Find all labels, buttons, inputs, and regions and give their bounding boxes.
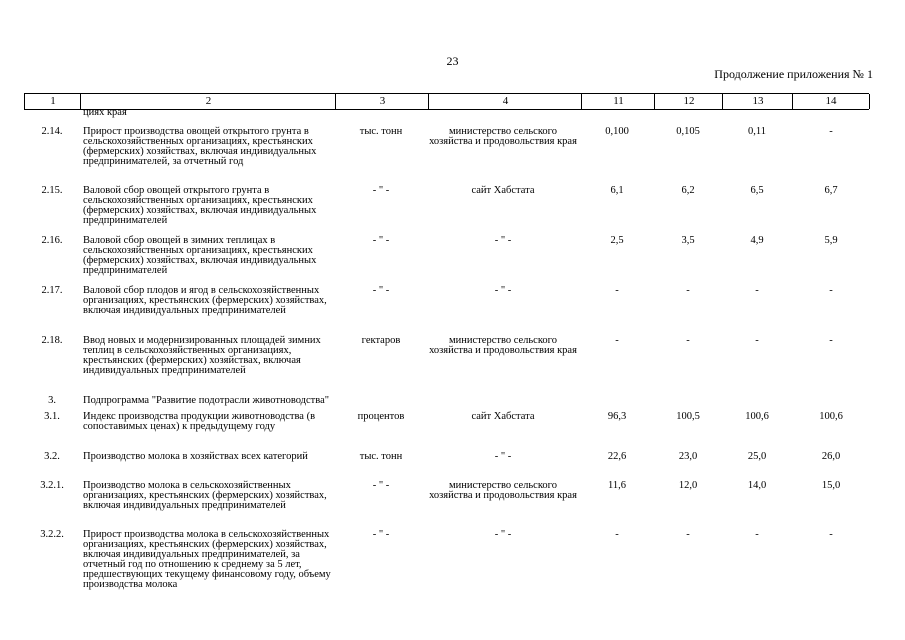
row-name: Прирост производства овощей открытого грунта в сельскохозяйственных организациях, крестьянских (фермерских) хозяйствах, включая индивидуальных предпринимателей, за отчетный год — [83, 126, 317, 167]
row-value-13: 4,9 — [750, 235, 764, 246]
row-unit: - " - — [372, 185, 390, 196]
row-name: Валовой сбор овощей открытого грунта в сельскохозяйственных организациях, крестьянских (фермерских) хозяйствах, включая индивидуальных предпринимателей — [83, 185, 317, 226]
row-value-13: - — [755, 335, 759, 346]
row-value-11: - — [615, 285, 619, 296]
row-value-11: 22,6 — [607, 451, 627, 462]
row-value-11: - — [615, 335, 619, 346]
row-source: сайт Хабстата — [471, 185, 535, 196]
row-unit: тыс. тонн — [359, 451, 403, 462]
row-value-11: 2,5 — [610, 235, 624, 246]
row-value-11: 96,3 — [607, 411, 627, 422]
row-number: 2.18. — [41, 335, 63, 346]
row-source: - " - — [494, 285, 512, 296]
row-value-14: 5,9 — [824, 235, 838, 246]
table-header — [24, 93, 869, 110]
row-number: 3. — [48, 395, 56, 406]
row-value-12: 0,105 — [676, 126, 700, 137]
row-name: Валовой сбор плодов и ягод в сельскохозяйственных организациях, крестьянских (фермерских) хозяйствах, включая индивидуальных предпринимателей — [83, 285, 327, 316]
row-value-14: - — [829, 529, 833, 540]
continuation-label: Продолжение приложения № 1 — [714, 67, 873, 81]
row-value-11: 11,6 — [608, 480, 626, 491]
row-source: сайт Хабстата — [471, 411, 535, 422]
row-value-12: 12,0 — [678, 480, 698, 491]
row-value-12: 100,5 — [676, 411, 700, 422]
row-value-11: 6,1 — [610, 185, 624, 196]
row-source: министерство сельского хозяйства и продовольствия края — [429, 126, 577, 147]
carryover-text: циях края — [83, 107, 127, 118]
row-value-14: 26,0 — [821, 451, 841, 462]
row-number: 2.17. — [41, 285, 63, 296]
row-number: 3.2.1. — [40, 480, 64, 491]
row-unit: - " - — [372, 529, 390, 540]
row-source: министерство сельского хозяйства и продовольствия края — [429, 480, 577, 501]
page-number: 23 — [446, 54, 459, 68]
row-unit: процентов — [357, 411, 405, 422]
row-value-14: 100,6 — [819, 411, 843, 422]
row-unit: - " - — [372, 480, 390, 491]
row-value-14: - — [829, 285, 833, 296]
row-value-14: - — [829, 335, 833, 346]
row-value-13: - — [755, 285, 759, 296]
row-number: 2.14. — [41, 126, 63, 137]
row-name: Производство молока в хозяйствах всех категорий — [83, 451, 308, 462]
row-source: министерство сельского хозяйства и продовольствия края — [429, 335, 577, 356]
header-col-2: 2 — [80, 94, 336, 109]
row-name: Ввод новых и модернизированных площадей зимних теплиц в сельскохозяйственных организациях, крестьянских (фермерских) хозяйствах, включая индивидуальных предпринимателей — [83, 335, 321, 376]
row-value-13: 14,0 — [747, 480, 767, 491]
header-col-11: 11 — [581, 94, 655, 109]
row-value-11: - — [615, 529, 619, 540]
row-value-12: 3,5 — [681, 235, 695, 246]
row-source: - " - — [494, 451, 512, 462]
row-value-13: 25,0 — [747, 451, 767, 462]
header-col-12: 12 — [654, 94, 723, 109]
row-number: 2.16. — [41, 235, 63, 246]
header-col-14: 14 — [792, 94, 870, 109]
row-value-13: 100,6 — [745, 411, 769, 422]
row-value-13: 0,11 — [748, 126, 766, 137]
row-value-12: - — [686, 529, 690, 540]
row-value-13: 6,5 — [750, 185, 764, 196]
row-number: 2.15. — [41, 185, 63, 196]
row-unit: - " - — [372, 285, 390, 296]
row-number: 3.2.2. — [40, 529, 64, 540]
row-value-14: - — [829, 126, 833, 137]
row-name: Валовой сбор овощей в зимних теплицах в сельскохозяйственных организациях, крестьянских (фермерских) хозяйствах, включая индивидуальных предпринимателей — [83, 235, 317, 276]
subprogram-title: Подпрограмма "Развитие подотрасли животноводства" — [83, 395, 330, 406]
row-value-12: 6,2 — [681, 185, 695, 196]
row-value-12: - — [686, 335, 690, 346]
row-value-14: 15,0 — [821, 480, 841, 491]
row-value-12: - — [686, 285, 690, 296]
row-value-13: - — [755, 529, 759, 540]
row-source: - " - — [494, 529, 512, 540]
row-name: Производство молока в сельскохозяйственных организациях, крестьянских (фермерских) хозяйствах, включая индивидуальных предпринимателей — [83, 480, 327, 511]
row-value-14: 6,7 — [824, 185, 838, 196]
row-number: 3.1. — [44, 411, 60, 422]
row-name: Прирост производства молока в сельскохозяйственных организациях, крестьянских (фермерских) хозяйствах, включая индивидуальных предпринимателей, за отчетный год по отношению к среднему за 5 лет, предшествующих текущему финансовому году, объему производства молока — [83, 529, 331, 590]
row-unit: тыс. тонн — [359, 126, 403, 137]
row-value-11: 0,100 — [605, 126, 629, 137]
row-source: - " - — [494, 235, 512, 246]
row-unit: - " - — [372, 235, 390, 246]
header-col-4: 4 — [428, 94, 582, 109]
row-name: Индекс производства продукции животноводства (в сопоставимых ценах) к предыдущему году — [83, 411, 316, 432]
row-value-12: 23,0 — [678, 451, 698, 462]
row-number: 3.2. — [44, 451, 60, 462]
header-col-3: 3 — [335, 94, 429, 109]
header-col-13: 13 — [722, 94, 793, 109]
header-col-1: 1 — [24, 94, 81, 109]
row-unit: гектаров — [361, 335, 401, 346]
